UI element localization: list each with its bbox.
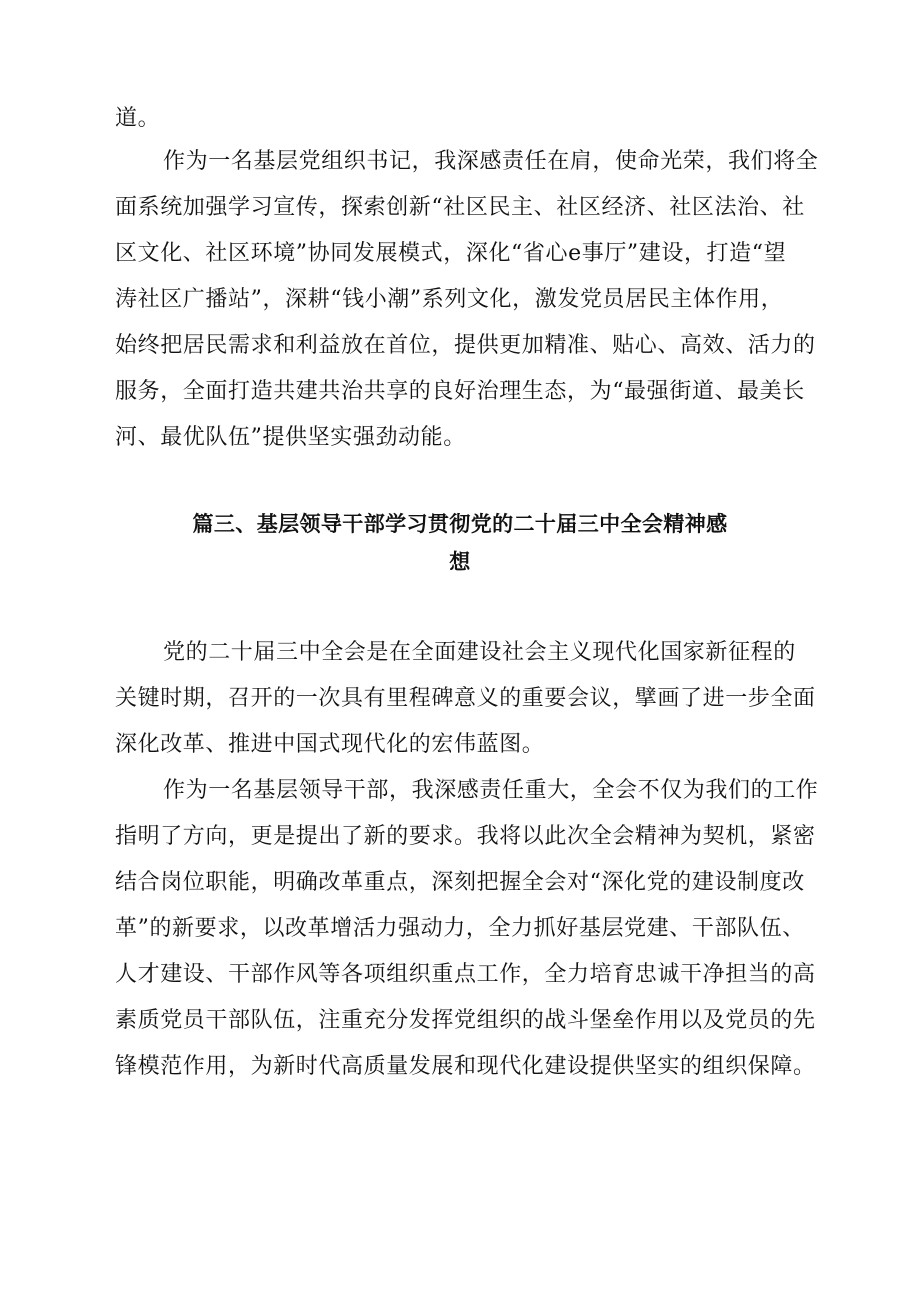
paragraph-line: 革”的新要求，以改革增活力强动力，全力抓好基层党建、干部队伍、 xyxy=(115,916,805,941)
paragraph-line: 作为一名基层党组织书记，我深感责任在肩，使命光荣，我们将全 xyxy=(163,149,819,174)
paragraph-line: 党的二十届三中全会是在全面建设社会主义现代化国家新征程的 xyxy=(163,640,796,665)
paragraph-line: 区文化、社区环境”协同发展模式，深化“省心e事厅”建设，打造“望 xyxy=(115,241,787,266)
paragraph-line: 服务，全面打造共建共治共享的良好治理生态，为“最强街道、最美长 xyxy=(115,379,805,404)
paragraph-line: 结合岗位职能，明确改革重点，深刻把握全会对“深化党的建设制度改 xyxy=(115,870,805,895)
paragraph-line: 涛社区广播站”，深耕“钱小潮”系列文化，激发党员居民主体作用， xyxy=(115,287,784,312)
paragraph-line: 指明了方向，更是提出了新的要求。我将以此次全会精神为契机，紧密 xyxy=(115,824,816,849)
section-heading-line: 篇三、基层领导干部学习贯彻党的二十届三中全会精神感 xyxy=(192,512,728,536)
paragraph-line: 人才建设、干部作风等各项组织重点工作，全力培育忠诚干净担当的高 xyxy=(115,962,816,987)
paragraph-line: 始终把居民需求和利益放在首位，提供更加精准、贴心、高效、活力的 xyxy=(115,333,816,358)
paragraph-line: 河、最优队伍”提供坚实强劲动能。 xyxy=(115,425,466,450)
paragraph-line: 面系统加强学习宣传，探索创新“社区民主、社区经济、社区法治、社 xyxy=(115,195,805,220)
paragraph-line: 深化改革、推进中国式现代化的宏伟蓝图。 xyxy=(115,732,545,757)
continuation-line: 道。 xyxy=(115,106,161,131)
paragraph-line: 关键时期，召开的一次具有里程碑意义的重要会议，擘画了进一步全面 xyxy=(115,686,816,711)
paragraph-line: 锋模范作用，为新时代高质量发展和现代化建设提供坚实的组织保障。 xyxy=(115,1054,816,1079)
section-heading-line: 想 xyxy=(449,550,471,574)
paragraph-line: 素质党员干部队伍，注重充分发挥党组织的战斗堡垒作用以及党员的先 xyxy=(115,1008,816,1033)
paragraph-line: 作为一名基层领导干部，我深感责任重大，全会不仅为我们的工作 xyxy=(163,778,819,803)
